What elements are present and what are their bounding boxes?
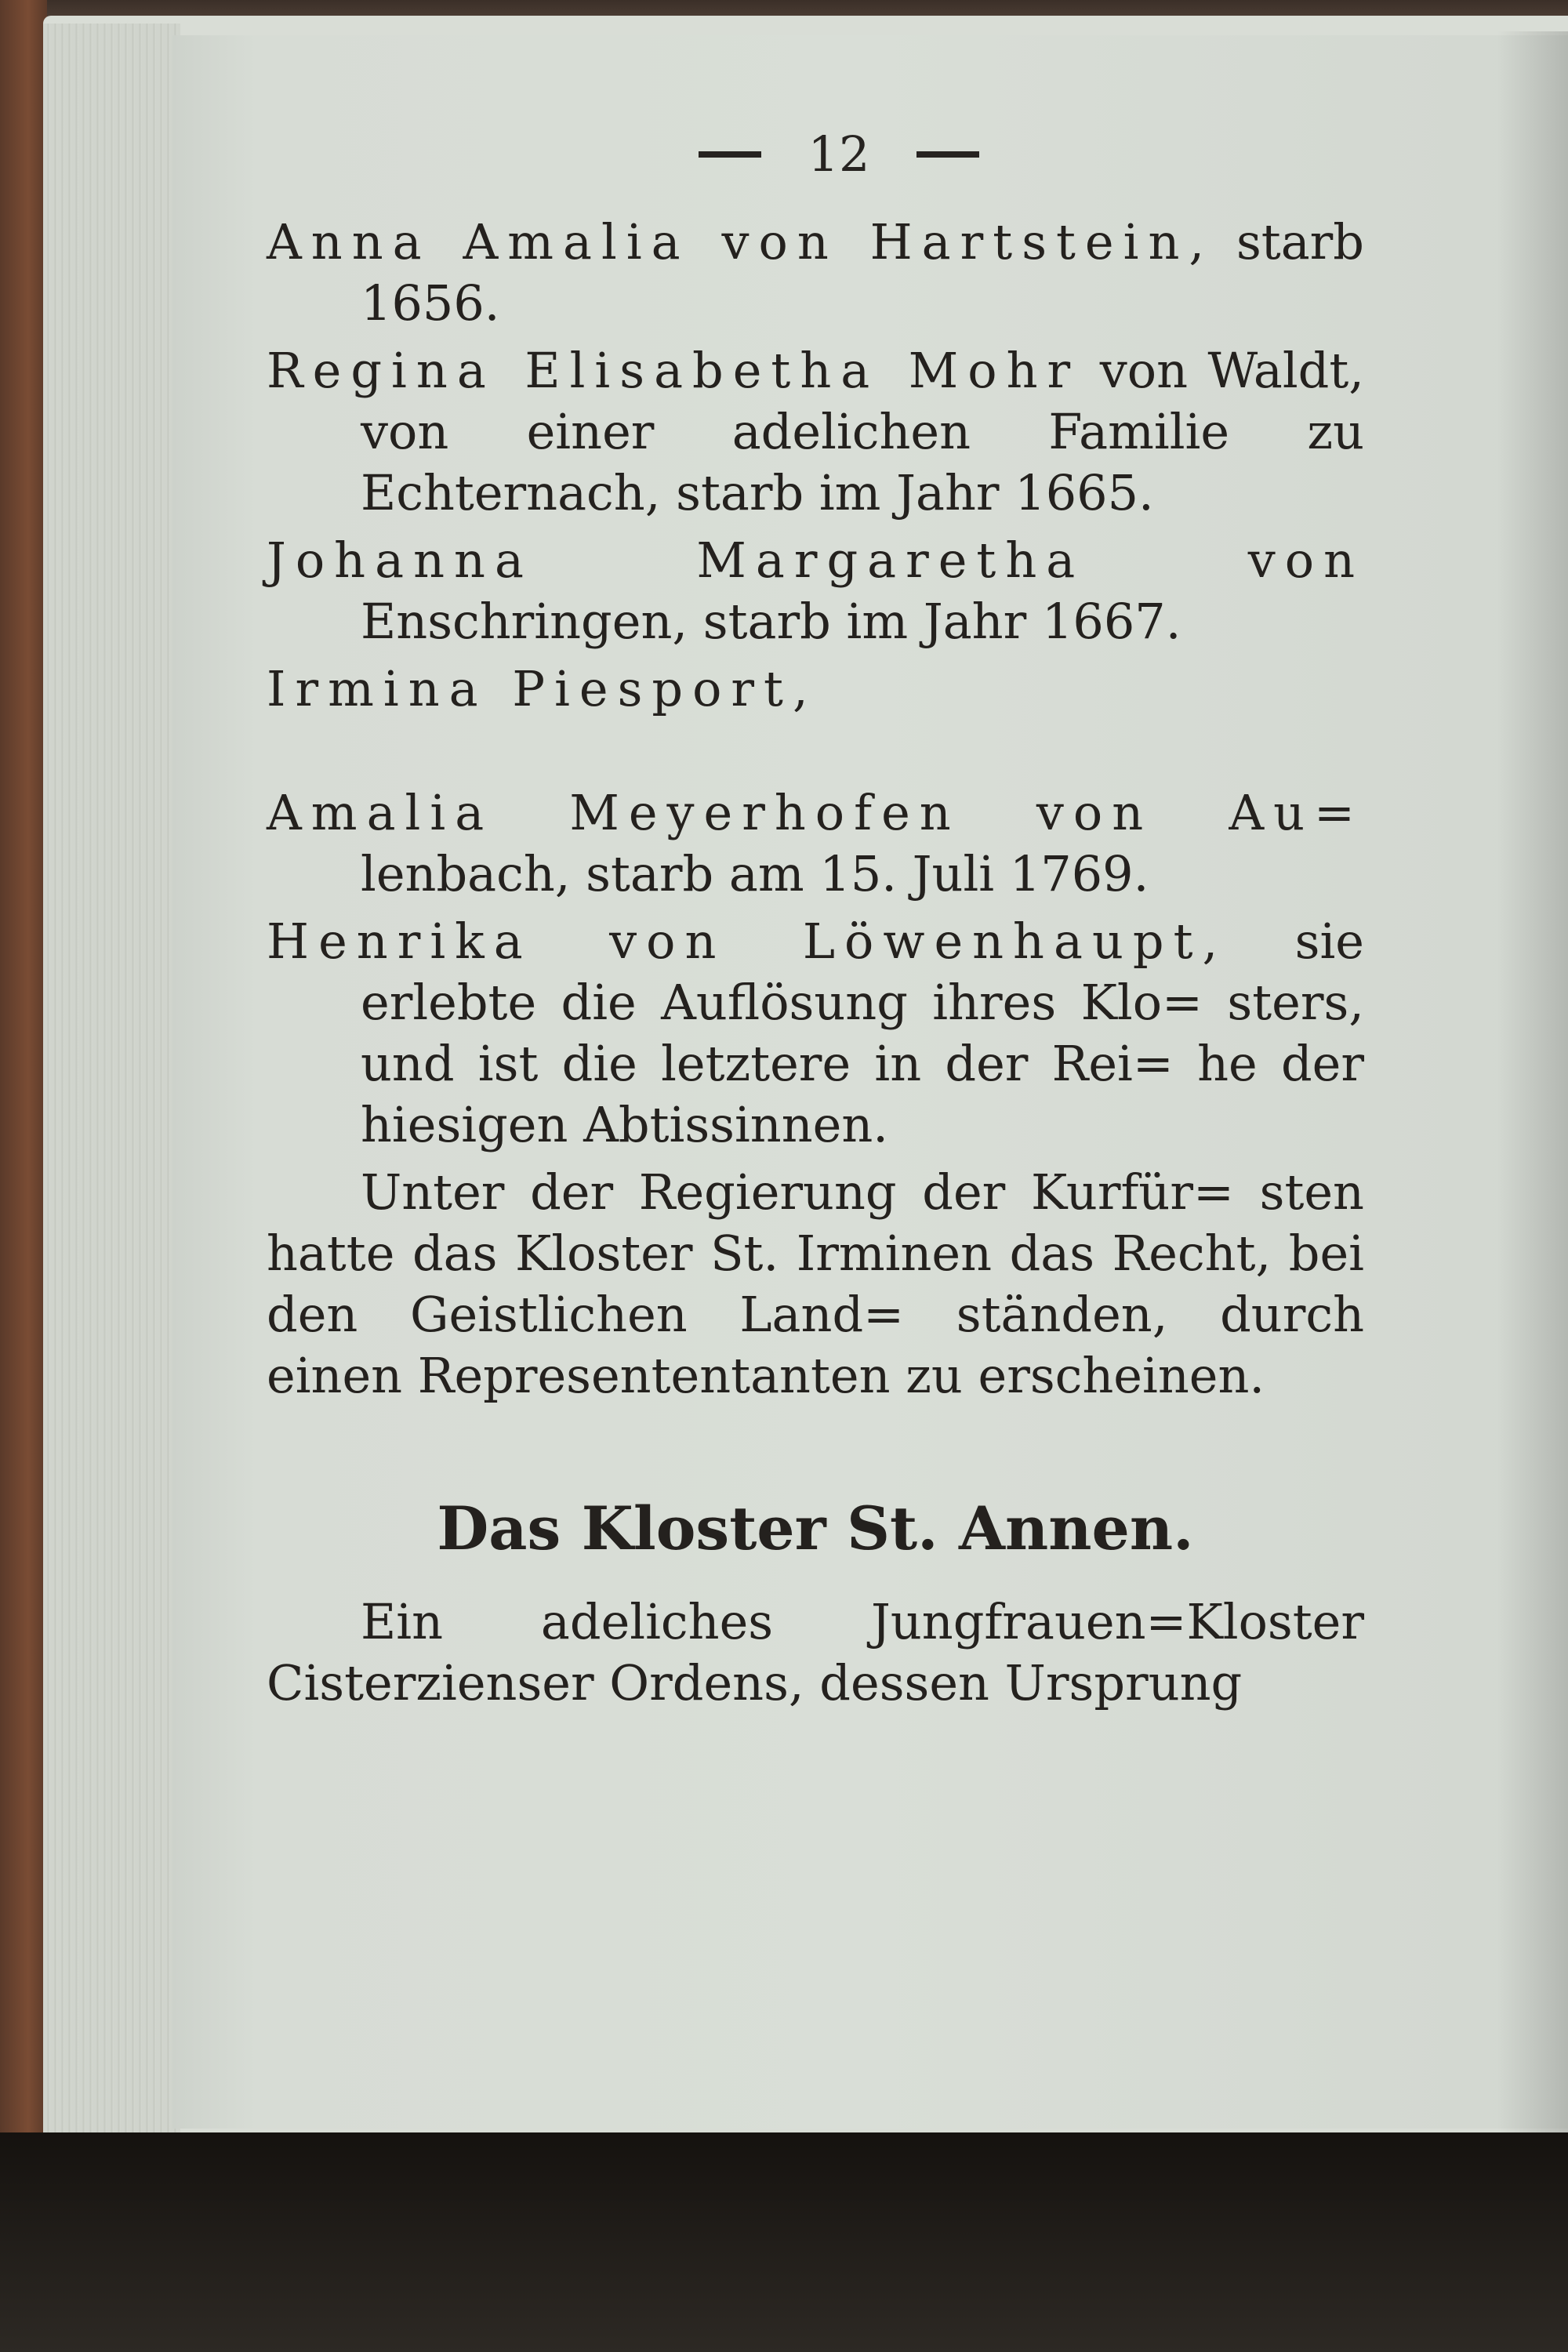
page-edges (43, 24, 180, 2140)
entry-detail: Enschringen, starb im Jahr 1667. (361, 593, 1181, 650)
page-text (267, 212, 1364, 1714)
right-dash (916, 151, 979, 158)
entry-name: Henrika von Löwenhaupt, (267, 913, 1228, 970)
entry-johanna (267, 530, 1364, 652)
entry-henrika (267, 911, 1364, 1156)
entry-name: Regina Elisabetha Mohr (267, 342, 1080, 399)
page-header (651, 125, 1027, 183)
entry-name: Irmina Piesport, (267, 660, 818, 717)
section-heading: Das Kloster St. Annen. (437, 1494, 1194, 1563)
entry-name: Johanna Margaretha von (267, 532, 1364, 589)
entry-name: Anna Amalia von Hartstein, (267, 213, 1214, 270)
blank-line (267, 726, 1364, 782)
page-shadow (1497, 31, 1568, 2132)
page-number: 12 (808, 125, 870, 183)
entry-name: Amalia Meyerhofen von Au= (267, 784, 1364, 841)
entry-detail: von Waldt, von einer adelichen Familie zu Echternach, starb im Jahr 1665. (361, 342, 1364, 521)
left-dash (699, 151, 761, 158)
regierung-paragraph: Unter der Regierung der Kurfür= sten hatte das Kloster St. Irminen das Recht, bei den Geistlichen Land= ständen, durch einen Represententanten zu erscheinen. (267, 1163, 1364, 1404)
entry-detail: sie erlebte die Auflösung ihres Klo= sters, und ist die letztere in der Rei= he der hiesigen Abtissinnen. (361, 913, 1364, 1153)
entry-detail: lenbach, starb am 15. Juli 1769. (361, 845, 1149, 902)
entry-regina (267, 340, 1364, 524)
entry-amalia-meyerhofen (267, 782, 1364, 905)
entry-irmina (267, 659, 1364, 720)
background-bottom (0, 2132, 1568, 2352)
section-text: Ein adeliches Jungfrauen=Kloster Cisterzienser Ordens, dessen Ursprung (267, 1593, 1364, 1711)
entry-detail: starb 1656. (361, 213, 1364, 332)
entry-anna-amalia (267, 212, 1364, 334)
